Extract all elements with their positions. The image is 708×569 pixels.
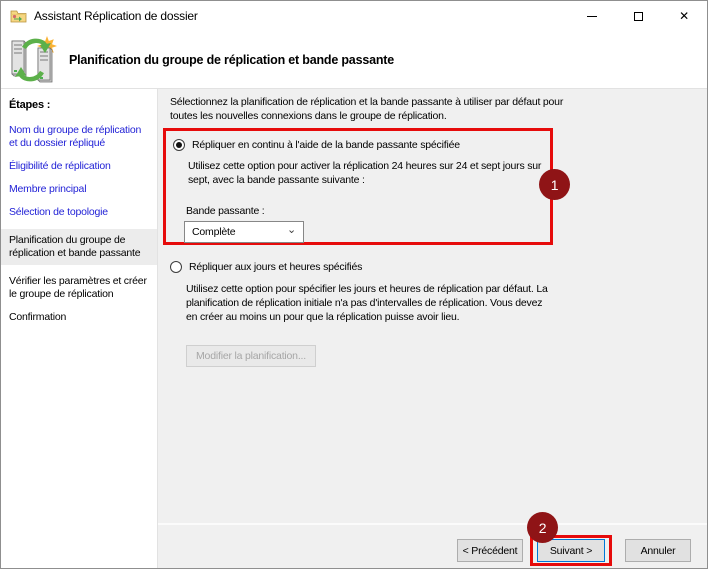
minimize-icon <box>587 16 597 17</box>
maximize-icon <box>634 12 643 21</box>
steps-sidebar <box>1 89 158 569</box>
step-primary-member: Membre principal <box>9 183 87 195</box>
window-title: Assistant Réplication de dossier <box>34 9 198 23</box>
close-button[interactable] <box>661 1 707 31</box>
radio-dot <box>176 142 182 148</box>
replication-servers-icon <box>9 36 57 84</box>
annotation-box-1 <box>163 128 553 245</box>
chevron-down-icon: ⌄ <box>286 223 296 236</box>
content-panel <box>158 89 707 569</box>
bandwidth-dropdown[interactable] <box>184 221 304 243</box>
radio-option-scheduled-label: Répliquer aux jours et heures spécifiés <box>189 261 363 273</box>
step-confirmation: Confirmation <box>9 311 67 323</box>
step-replication-eligibility: Éligibilité de réplication <box>9 160 111 172</box>
maximize-button[interactable] <box>615 1 661 31</box>
step-schedule-bandwidth-current: Planification du groupe de réplication et bande passante <box>1 229 157 265</box>
edit-schedule-button[interactable]: Modifier la planification... <box>186 345 316 367</box>
window-controls <box>569 1 707 31</box>
annotation-badge-2: 2 <box>527 512 558 543</box>
previous-button[interactable]: < Précédent <box>457 539 523 562</box>
close-icon: ✕ <box>679 9 689 23</box>
page-title: Planification du groupe de réplication et bande passante <box>69 52 394 67</box>
cancel-button[interactable]: Annuler <box>625 539 691 562</box>
bandwidth-label: Bande passante : <box>186 205 265 217</box>
annotation-badge-1: 1 <box>539 169 570 200</box>
radio-option-continuous[interactable] <box>173 139 460 151</box>
radio-unselected-icon <box>170 261 182 273</box>
option2-description: Utilisez cette option pour spécifier les jours et heures de réplication par défaut. La planification de réplication initiale n'a pas d'intervalles de réplication. Vous devez en créer au moins un pour que la réplication puisse avoir lieu. <box>186 283 548 323</box>
footer-separator <box>158 523 707 525</box>
radio-option-scheduled[interactable] <box>170 261 362 273</box>
step-replication-group-name: Nom du groupe de réplication et du dossier répliqué <box>9 124 142 149</box>
steps-heading: Étapes : <box>9 99 51 111</box>
bandwidth-dropdown-value: Complète <box>192 226 236 238</box>
wizard-header <box>1 31 707 89</box>
step-review-settings: Vérifier les paramètres et créer le groupe de réplication <box>9 275 147 300</box>
folder-replication-icon <box>10 9 27 24</box>
next-button[interactable]: Suivant > <box>537 539 605 562</box>
wizard-body <box>1 89 707 569</box>
titlebar <box>1 1 707 31</box>
minimize-button[interactable] <box>569 1 615 31</box>
step-topology-selection: Sélection de topologie <box>9 206 108 218</box>
radio-selected-icon <box>173 139 185 151</box>
intro-text: Sélectionnez la planification de réplication et la bande passante à utiliser par défaut pour toutes les nouvelles connexions dans le groupe de réplication. <box>170 96 564 122</box>
option1-description: Utilisez cette option pour activer la réplication 24 heures sur 24 et sept jours sur sept, avec la bande passante suivante : <box>188 160 542 186</box>
radio-option-continuous-label: Répliquer en continu à l'aide de la bande passante spécifiée <box>192 139 460 151</box>
